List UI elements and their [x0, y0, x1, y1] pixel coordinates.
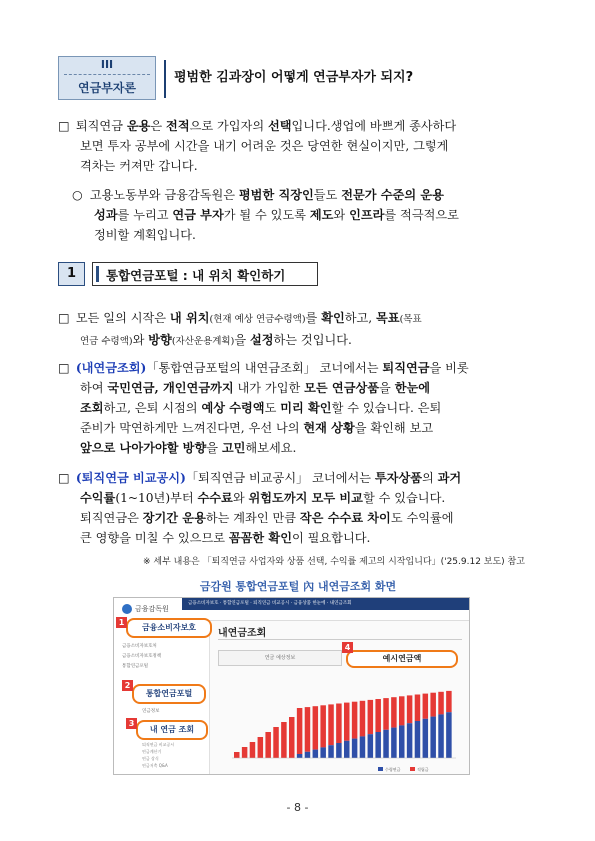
side-menu-my-pension[interactable]: 내 연금 조회	[136, 720, 208, 740]
chart-bar-accumulated	[313, 706, 319, 749]
callout-badge: 3	[126, 718, 137, 729]
chart-bar-accumulated	[360, 701, 366, 737]
chart-bar-received	[360, 736, 366, 758]
chart-bar-accumulated	[250, 742, 256, 758]
chart-bar-accumulated	[265, 732, 271, 758]
chart-bar-accumulated	[368, 700, 374, 734]
side-link[interactable]: 연금계산기	[142, 749, 162, 754]
side-menu-consumer-protection[interactable]: 금융소비자보호	[126, 618, 212, 638]
figure-caption: 금감원 통합연금포털 內 내연금조회 화면	[199, 580, 397, 593]
portal-screenshot	[113, 597, 470, 775]
chart-bar-accumulated	[297, 708, 303, 754]
paragraph-dc-comparison: □ (퇴직연금 비교공시)「퇴직연금 비교공시」 코너에서는 투자상품의 과거 수익률(1~10년)부터 수수료와 위험도까지 모두 비교할 수 있습니다. 퇴직연금은 장기간 운용하는 계좌인 만큼 작은 수수료 차이도 수익률에 큰 영향을 미칠 수 있으므로 꼼꼼한 확인이 필요합니다.	[58, 471, 462, 545]
chart-bar-received	[328, 745, 334, 758]
chart-bar-accumulated	[415, 695, 421, 722]
paragraph-my-pension-inquiry: □ (내연금조회)「통합연금포털의 내연금조회」 코너에서는 퇴직연금을 비롯 하여 국민연금, 개인연금까지 내가 가입한 모든 연금상품을 한눈에 조회하고, 은퇴 시점의 예상 수령액도 미리 확인할 수 있습니다. 은퇴 준비가 막연하게만 느껴진다면, 우선 나의 현재 상황을 확인해 보고 앞으로 나아가야할 방향을 고민해보세요.	[58, 361, 469, 455]
heading-rule	[218, 639, 462, 640]
side-link[interactable]: 연금저축 Q&A	[142, 763, 168, 768]
chart-bar-accumulated	[438, 692, 444, 715]
subsection-title: 통합연금포털 : 내 위치 확인하기	[106, 268, 286, 283]
chart-bar-accumulated	[242, 747, 248, 758]
nav-item[interactable]: 금융소비자보호	[188, 601, 219, 606]
nav-item[interactable]: 금융상품 한눈에	[293, 601, 326, 606]
chart-bar-accumulated	[328, 704, 334, 745]
chart-bar-accumulated	[407, 695, 413, 723]
fss-logo-icon	[122, 604, 132, 614]
chart-bar-received	[344, 741, 350, 758]
callout-badge: 1	[116, 617, 127, 628]
nav-item[interactable]: 퇴직연금 비교공시	[253, 601, 290, 606]
reference-note: ※ 세부 내용은 「퇴직연금 사업자와 상품 선택, 수익률 제고의 시작입니다」('25.9.12 보도) 참고	[143, 557, 525, 567]
tab-example-amount[interactable]: 예시연금액	[346, 650, 458, 668]
section-divider	[64, 74, 150, 75]
callout-badge: 4	[342, 642, 353, 653]
chart-bar-accumulated	[281, 722, 287, 758]
chart-bar-accumulated	[399, 696, 405, 725]
chart-bar-received	[383, 730, 389, 758]
section-number: III	[100, 58, 114, 71]
page-number: - 8 -	[286, 801, 309, 814]
chart-bar-accumulated	[305, 707, 311, 752]
chart-bar-received	[391, 728, 397, 758]
side-link[interactable]: 통합연금포털	[122, 664, 149, 669]
callout-badge: 2	[122, 680, 133, 691]
portal-nav: 금융소비자보호 · 통합연금포털 · 퇴직연금 비교공시 · 금융상품 한눈에 · 내연금조회	[188, 601, 352, 606]
chart-bar-accumulated	[344, 703, 350, 741]
chart-bar-accumulated	[430, 693, 436, 717]
pension-bar-chart	[218, 670, 466, 774]
chart-bar-received	[446, 712, 452, 758]
chart-bar-received	[313, 750, 319, 758]
chart-bar-received	[407, 723, 413, 758]
chart-bar-received	[368, 734, 374, 758]
chart-bar-accumulated	[320, 705, 326, 747]
label-dc-comparison: (퇴직연금 비교공시)	[75, 471, 186, 485]
chart-bar-received	[415, 721, 421, 758]
section-title-rule	[164, 60, 166, 98]
chart-bar-accumulated	[258, 737, 264, 758]
nav-item[interactable]: 내연금조회	[329, 601, 352, 606]
chart-bar-accumulated	[446, 691, 452, 712]
chart-bar-received	[352, 739, 358, 758]
page-heading: 내연금조회	[218, 628, 267, 639]
side-link[interactable]: 금융소비자보호정책	[122, 654, 162, 659]
chart-bar-accumulated	[289, 717, 295, 758]
label-my-pension-inquiry: (내연금조회)	[75, 361, 147, 375]
chart-bar-accumulated	[273, 727, 279, 758]
section-title: 평범한 김과장이 어떻게 연금부자가 되지?	[174, 70, 414, 85]
chart-bar-received	[336, 743, 342, 758]
chart-bar-accumulated	[423, 694, 429, 719]
legend-item: 수령연금	[385, 767, 401, 772]
bullet-square: □	[58, 119, 70, 133]
paragraph-my-position: □ 모든 일의 시작은 내 위치(현재 예상 연금수령액)를 확인하고, 목표(목표 연금 수령액)와 방향(자산운용계획)을 설정하는 것입니다.	[58, 308, 538, 352]
side-link[interactable]: 금융소비자보호처	[122, 644, 157, 649]
side-menu-integrated-portal[interactable]: 통합연금포털	[132, 684, 206, 704]
chart-bar-received	[375, 732, 381, 758]
side-link[interactable]: 연금 상식	[142, 756, 159, 761]
tab-pension-estimate[interactable]: 연금 예상정보	[218, 650, 342, 666]
chart-bar-received	[305, 752, 311, 758]
side-link[interactable]: 퇴직연금 비교공시	[142, 742, 175, 747]
chart-bar-accumulated	[375, 699, 381, 732]
bullet-square: □	[58, 311, 70, 325]
chart-bar-received	[320, 747, 326, 758]
subsection-title-bar	[96, 266, 99, 282]
chart-bar-accumulated	[336, 704, 342, 744]
chart-bar-received	[430, 717, 436, 758]
chart-bar-received	[297, 754, 303, 758]
intro-sub-paragraph: ○ 고용노동부와 금융감독원은 평범한 직장인들도 전문가 수준의 운용 성과를 누리고 연금 부자가 될 수 있도록 제도와 인프라를 적극적으로 정비할 계획입니다.	[72, 185, 538, 245]
chart-bar-received	[399, 725, 405, 758]
chart-bar-accumulated	[352, 702, 358, 739]
subsection-number: 1	[58, 262, 85, 286]
intro-paragraph: □ 퇴직연금 운용은 전적으로 가입자의 선택입니다.생업에 바쁘게 종사하다 보면 투자 공부에 시간을 내기 어려운 것은 당연한 현실이지만, 그렇게 격차는 커져만 갑니다.	[58, 116, 538, 176]
nav-item[interactable]: 통합연금포털	[222, 601, 249, 606]
chart-bar-received	[438, 714, 444, 758]
chart-bar-accumulated	[383, 698, 389, 730]
side-link[interactable]: 연금정보	[142, 709, 160, 714]
chart-bar-accumulated	[391, 697, 397, 727]
bullet-circle: ○	[72, 188, 83, 202]
legend-item: 적립금	[417, 767, 429, 772]
chart-bar-received	[423, 719, 429, 758]
fss-logo-text: 금융감독원	[135, 605, 169, 613]
chart-bar-accumulated	[234, 752, 240, 758]
section-name: 연금부자론	[78, 81, 136, 95]
